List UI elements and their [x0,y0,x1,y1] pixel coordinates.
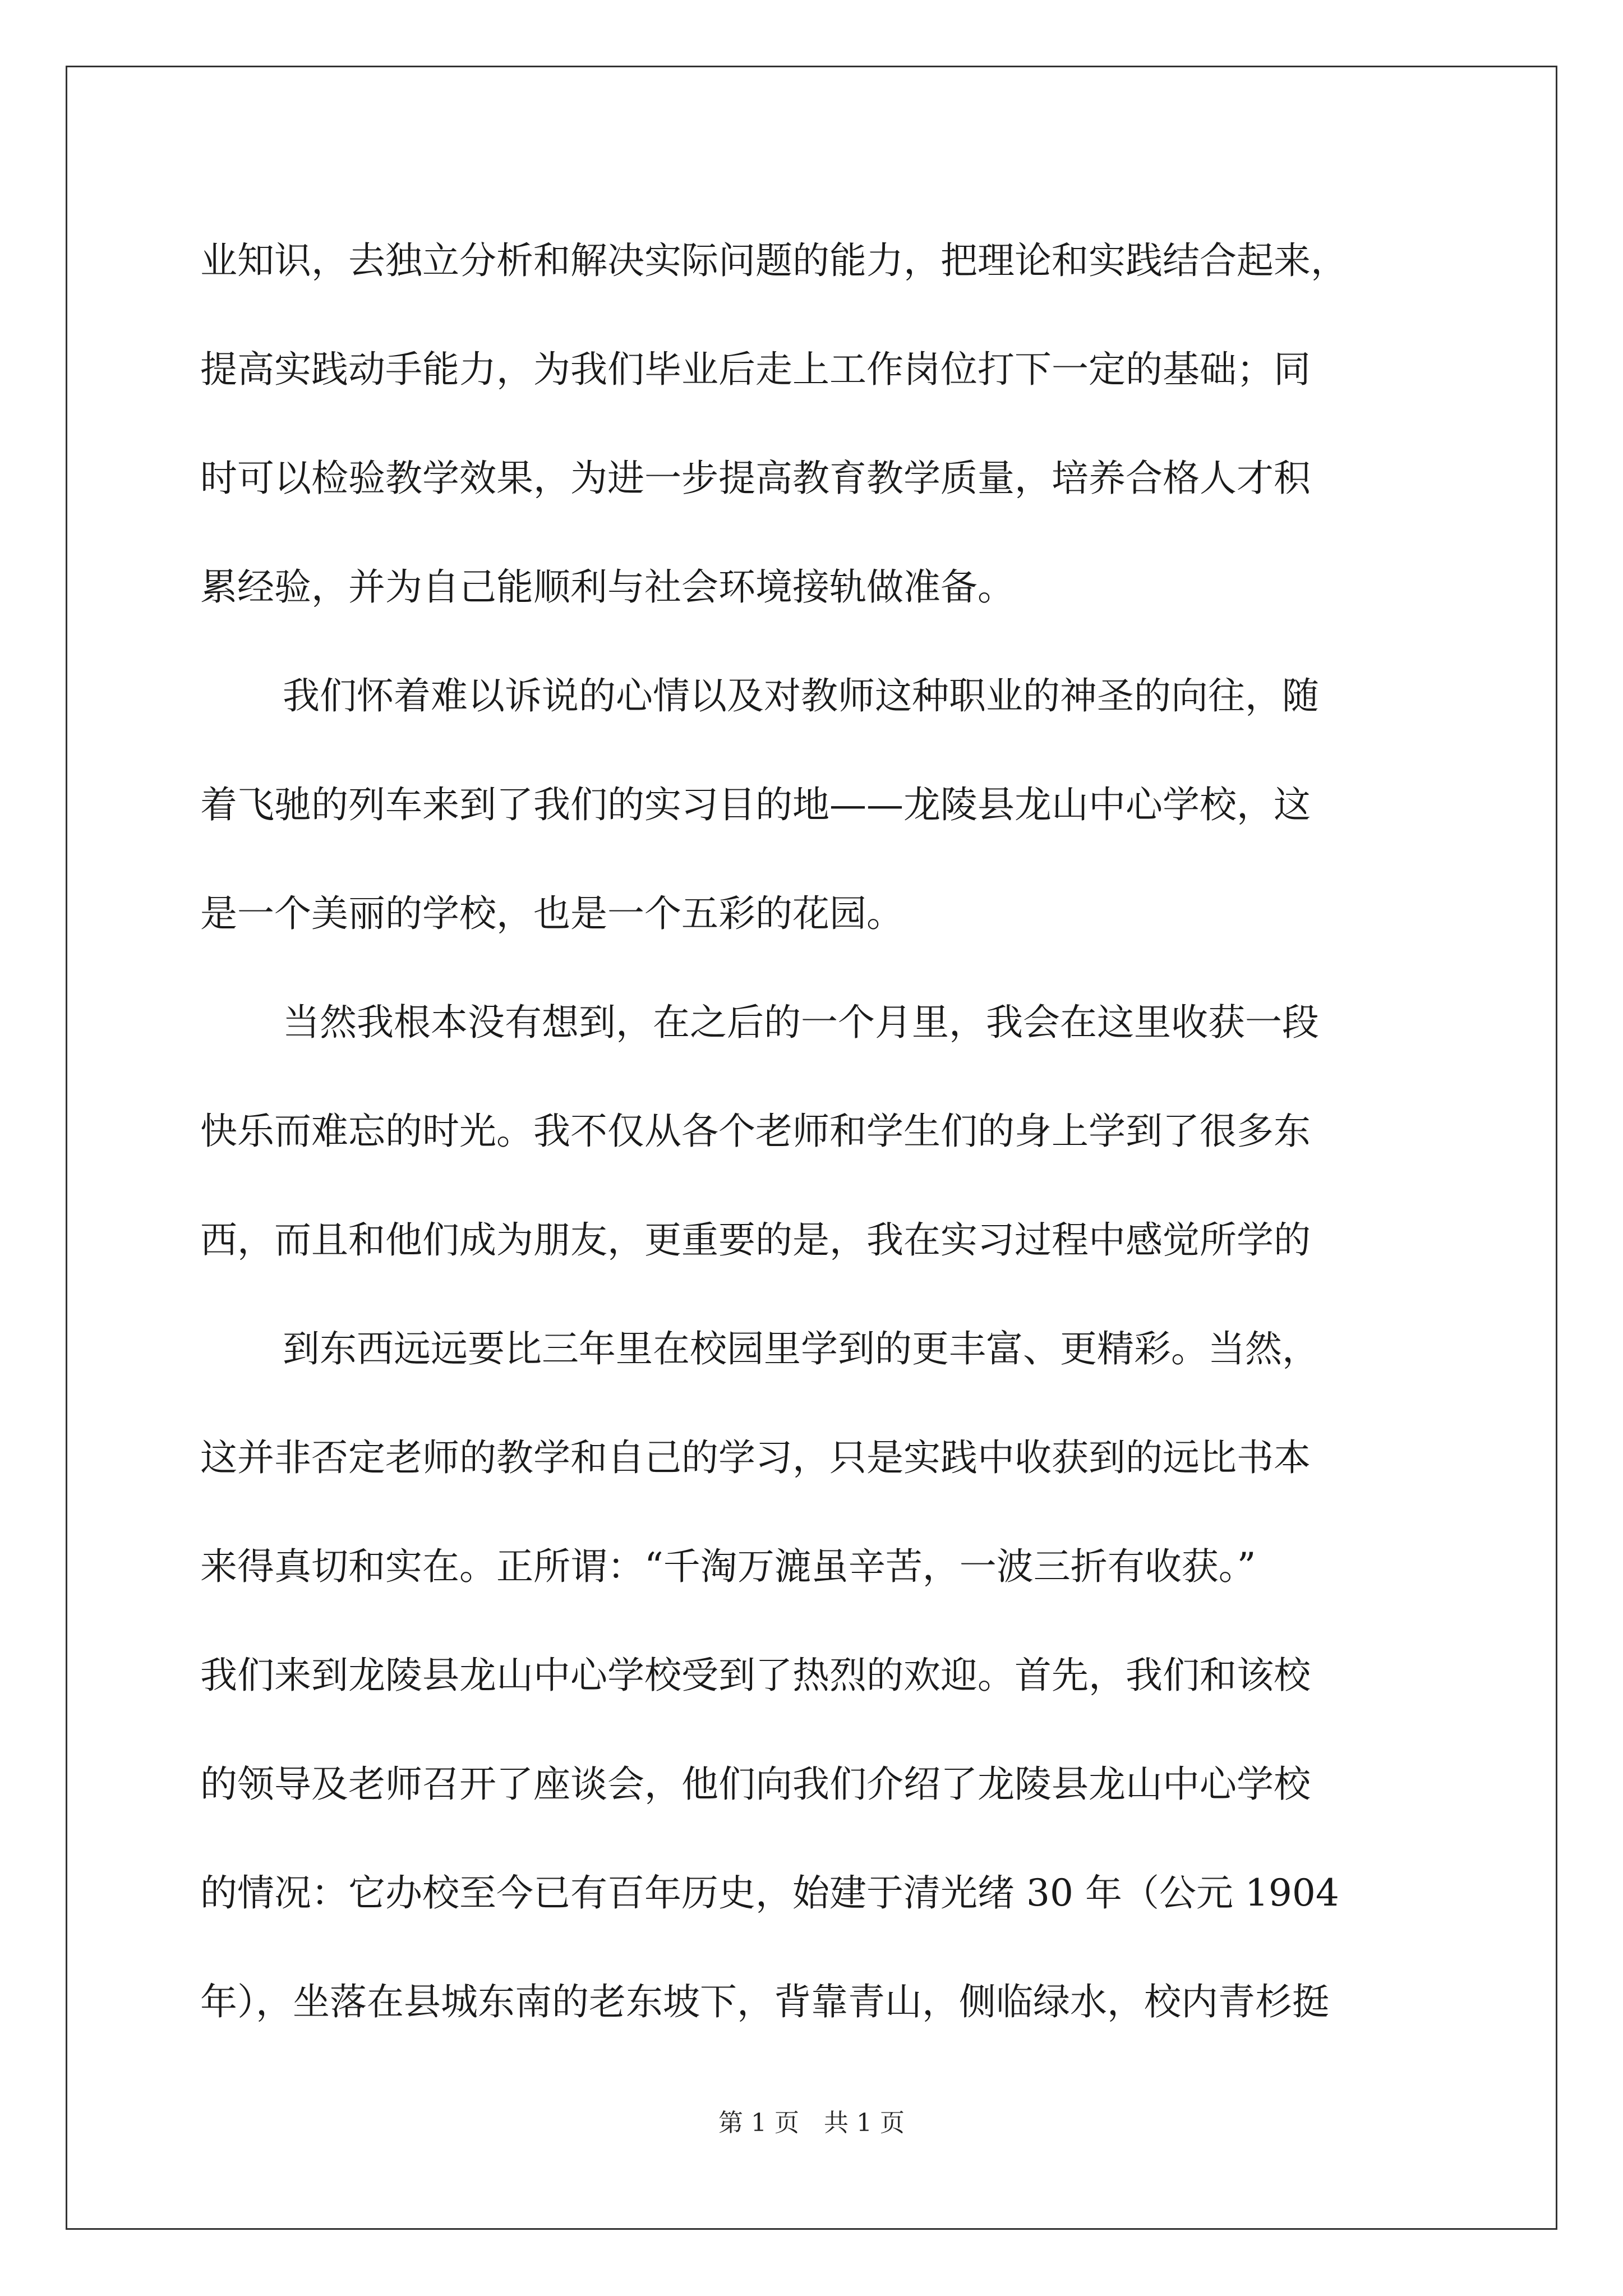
page-number: 第 1 页 [718,2109,799,2137]
text-line-12: 这并非否定老师的教学和自己的学习，只是实践中收获到的远比书本 [200,1436,1311,1479]
text-line-1: 业知识，去独立分析和解决实际问题的能力，把理论和实践结合起来， [200,239,1348,282]
text-line-5: 我们怀着难以诉说的心情以及对教师这种职业的神圣的向往，随 [283,674,1319,717]
text-line-3: 时可以检验教学效果，为进一步提高教育教学质量，培养合格人才积 [200,457,1311,500]
text-line-8: 当然我根本没有想到，在之后的一个月里，我会在这里收获一段 [283,1001,1319,1044]
text-line-17: 年），坐落在县城东南的老东坡下，背靠青山，侧临绿水，校内青杉挺 [200,1980,1329,2023]
text-line-7: 是一个美丽的学校，也是一个五彩的花园。 [200,892,903,935]
text-line-2: 提高实践动手能力，为我们毕业后走上工作岗位打下一定的基础；同 [200,348,1311,391]
text-line-11: 到东西远远要比三年里在校园里学到的更丰富、更精彩。当然， [283,1327,1319,1370]
text-line-13: 来得真切和实在。正所谓：“千淘万漉虽辛苦，一波三折有收获。” [200,1545,1256,1588]
page-footer [0,2106,1623,2140]
text-line-6: 着飞驰的列车来到了我们的实习目的地——龙陵县龙山中心学校，这 [200,783,1311,826]
page-total: 共 1 页 [824,2109,905,2137]
document-body [200,206,1434,2056]
text-line-16: 的情况：它办校至今已有百年历史，始建于清光绪 30 年（公元 1904 [200,1871,1339,1915]
text-line-4: 累经验，并为自己能顺利与社会环境接轨做准备。 [200,565,1015,609]
text-line-9: 快乐而难忘的时光。我不仅从各个老师和学生们的身上学到了很多东 [200,1110,1311,1153]
text-line-14: 我们来到龙陵县龙山中心学校受到了热烈的欢迎。首先，我们和该校 [200,1654,1311,1697]
text-line-10: 西，而且和他们成为朋友，更重要的是，我在实习过程中感觉所学的 [200,1218,1311,1262]
text-line-15: 的领导及老师召开了座谈会，他们向我们介绍了龙陵县龙山中心学校 [200,1763,1311,1806]
